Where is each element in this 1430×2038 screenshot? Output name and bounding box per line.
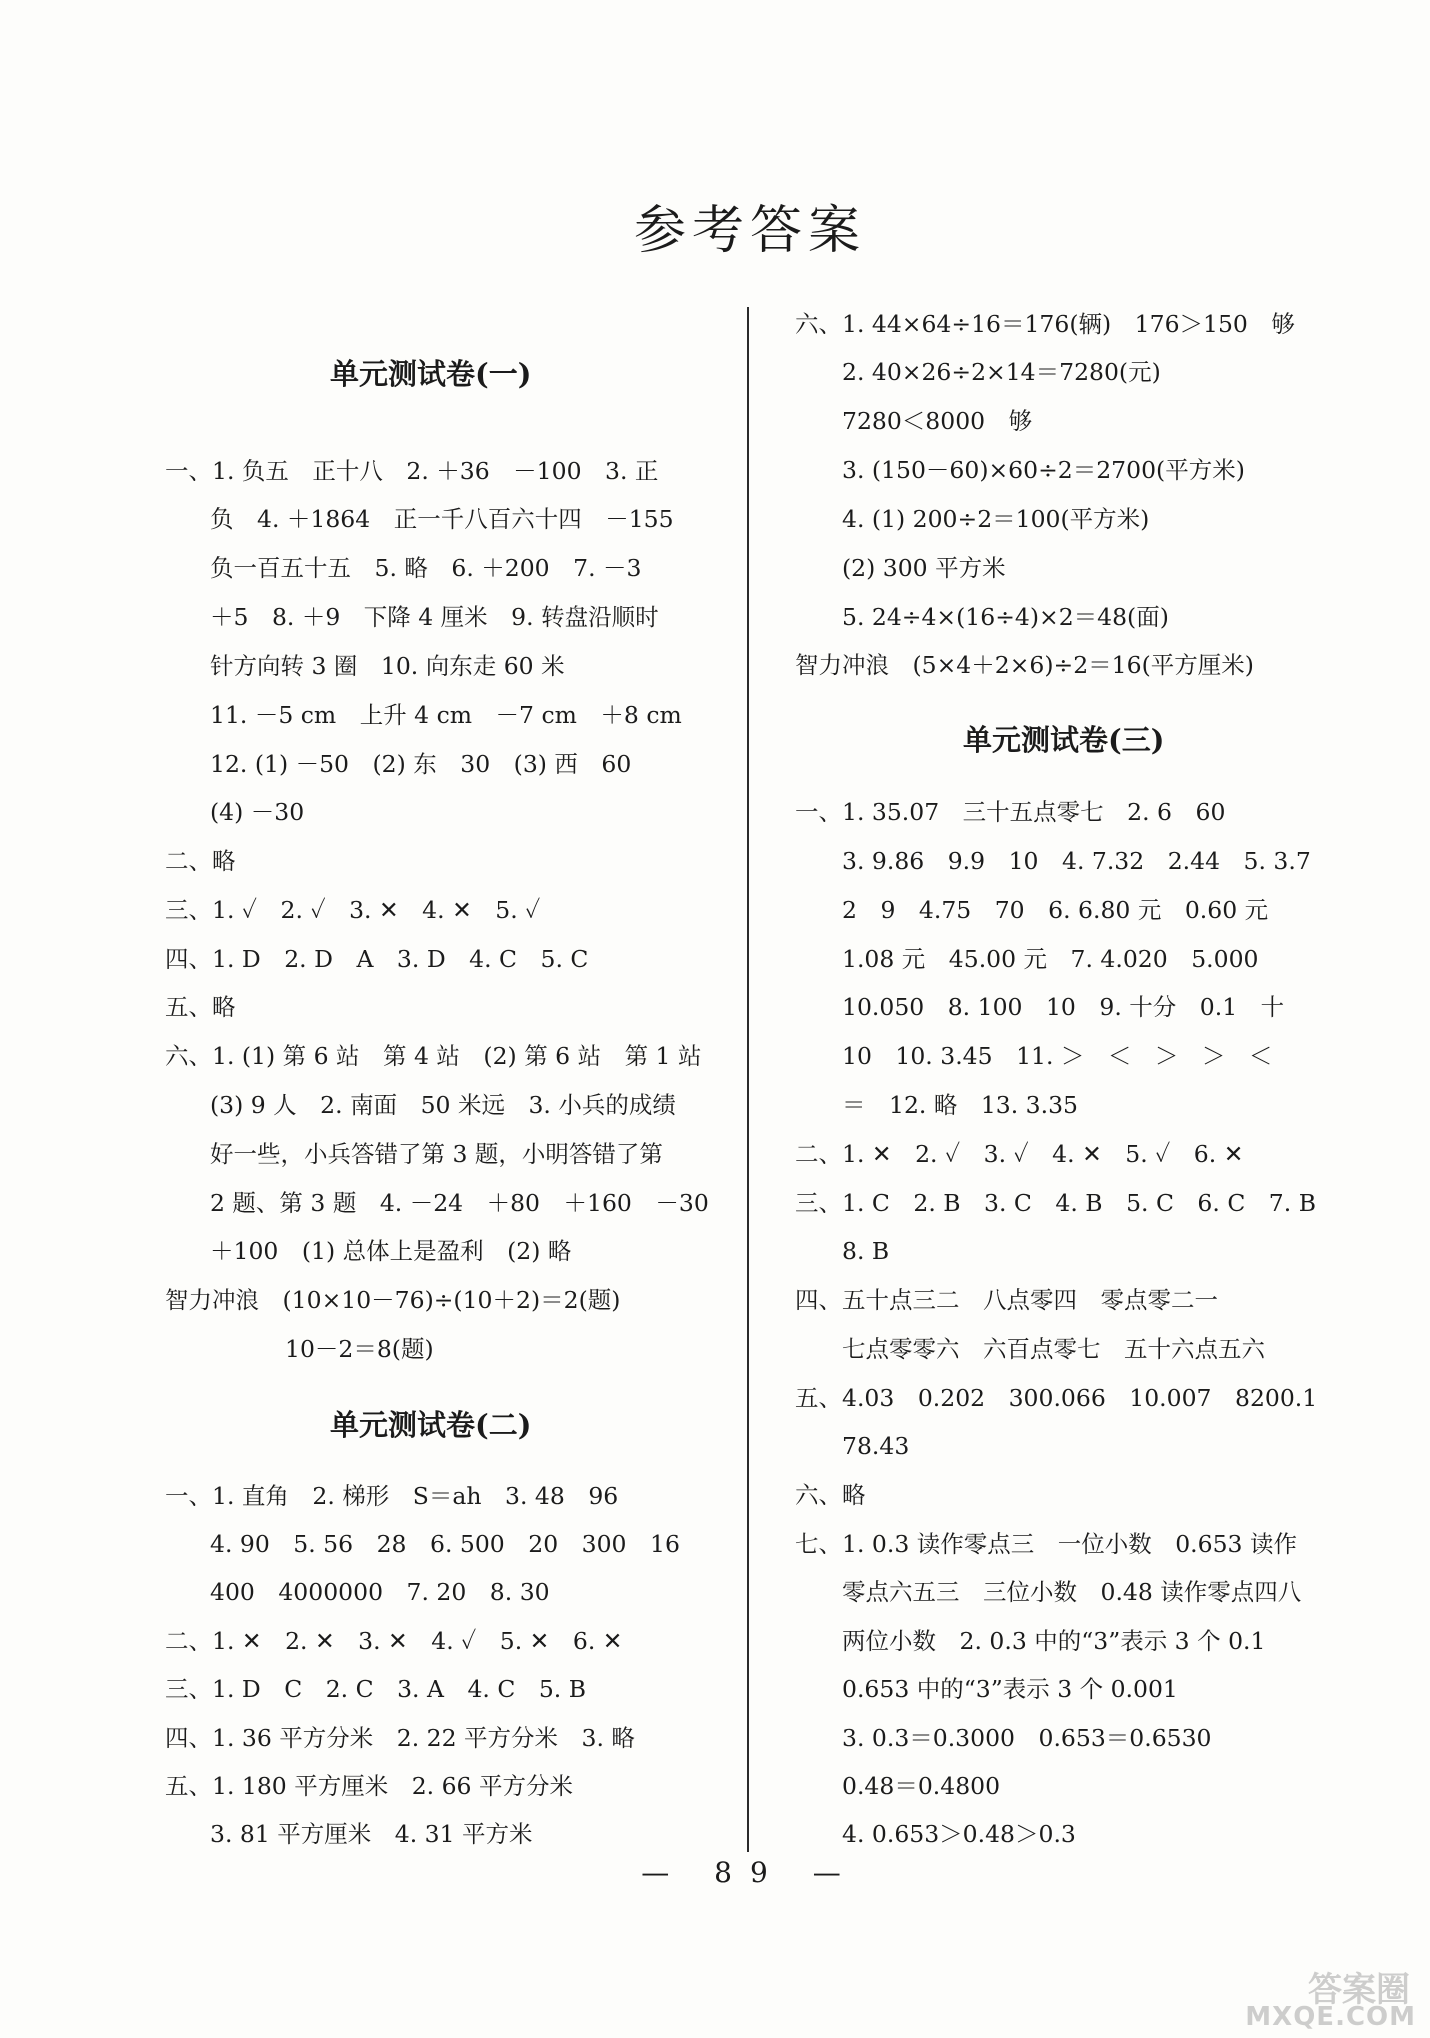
answer-line: 负 4. ＋1864 正一千八百六十四 －155	[210, 505, 674, 533]
answer-line: 二、1. ✕ 2. ✕ 3. ✕ 4. ✓ 5. ✕ 6. ✕	[165, 1627, 623, 1655]
answer-line: (4) －30	[210, 798, 305, 826]
watermark-url: MXQE.COM	[1245, 2002, 1416, 2032]
column-divider	[747, 307, 749, 1852]
answer-line: ＝ 12. 略 13. 3.35	[842, 1091, 1079, 1119]
answer-line: 四、1. 36 平方分米 2. 22 平方分米 3. 略	[165, 1724, 635, 1752]
answer-line: 2 9 4.75 70 6. 6.80 元 0.60 元	[842, 896, 1269, 924]
answer-line: 一、1. 35.07 三十五点零七 2. 6 60	[795, 798, 1226, 826]
answer-line: 0.48＝0.4800	[842, 1772, 1001, 1800]
answer-line: 二、1. ✕ 2. ✓ 3. ✓ 4. ✕ 5. ✓ 6. ✕	[795, 1140, 1244, 1168]
answer-line: 五、略	[165, 993, 236, 1021]
answer-line: 10.050 8. 100 10 9. 十分 0.1 十	[842, 993, 1285, 1021]
answer-line: 六、略	[795, 1481, 866, 1509]
answer-line: 两位小数 2. 0.3 中的“3”表示 3 个 0.1	[842, 1627, 1266, 1655]
answer-line: 负一百五十五 5. 略 6. ＋200 7. －3	[210, 554, 642, 582]
answer-line: 4. (1) 200÷2＝100(平方米)	[842, 505, 1150, 533]
answer-line: 三、1. C 2. B 3. C 4. B 5. C 6. C 7. B	[795, 1189, 1316, 1217]
answer-line: 3. 81 平方厘米 4. 31 平方米	[210, 1820, 533, 1848]
answer-line: 零点六五三 三位小数 0.48 读作零点四八	[842, 1578, 1302, 1606]
answer-line: 一、1. 直角 2. 梯形 S＝ah 3. 48 96	[165, 1482, 619, 1510]
answer-line: 四、五十点三二 八点零四 零点零二一	[795, 1286, 1218, 1314]
answer-line: (3) 9 人 2. 南面 50 米远 3. 小兵的成绩	[210, 1091, 676, 1119]
answer-line: 七、1. 0.3 读作零点三 一位小数 0.653 读作	[795, 1530, 1297, 1558]
answer-line: 78.43	[842, 1432, 910, 1460]
answer-line: 一、1. 负五 正十八 2. ＋36 －100 3. 正	[165, 457, 659, 485]
answer-line: 0.653 中的“3”表示 3 个 0.001	[842, 1675, 1178, 1703]
answer-line: 针方向转 3 圈 10. 向东走 60 米	[210, 652, 565, 680]
answer-line: 3. 0.3＝0.3000 0.653＝0.6530	[842, 1724, 1212, 1752]
section-heading-2: 单元测试卷(二)	[330, 1408, 532, 1442]
answer-line: 二、略	[165, 847, 236, 875]
answer-line: (2) 300 平方米	[842, 554, 1006, 582]
answer-line: 五、1. 180 平方厘米 2. 66 平方分米	[165, 1772, 573, 1800]
answer-line: 三、1. D C 2. C 3. A 4. C 5. B	[165, 1675, 586, 1703]
answer-line: ＋5 8. ＋9 下降 4 厘米 9. 转盘沿顺时	[210, 603, 659, 631]
watermark-logo-text: 答案圈	[1308, 1970, 1410, 2010]
page-number: — 89 —	[641, 1856, 859, 1889]
answer-line: 五、4.03 0.202 300.066 10.007 8200.1	[795, 1384, 1318, 1412]
page-title: 参考答案	[633, 201, 866, 261]
answer-line: 六、1. (1) 第 6 站 第 4 站 (2) 第 6 站 第 1 站	[165, 1042, 702, 1070]
answer-line: ＋100 (1) 总体上是盈利 (2) 略	[210, 1237, 572, 1265]
answer-line: 3. 9.86 9.9 10 4. 7.32 2.44 5. 3.7	[842, 847, 1311, 875]
answer-line: 11. －5 cm 上升 4 cm －7 cm ＋8 cm	[210, 701, 682, 729]
answer-line: 3. (150－60)×60÷2＝2700(平方米)	[842, 456, 1245, 484]
answer-line: 好一些，小兵答错了第 3 题，小明答错了第	[210, 1140, 663, 1168]
answer-line: 1.08 元 45.00 元 7. 4.020 5.000	[842, 945, 1259, 973]
answer-line: 2 题、第 3 题 4. －24 ＋80 ＋160 －30	[210, 1189, 709, 1217]
section-heading-1: 单元测试卷(一)	[330, 357, 532, 391]
answer-line: 智力冲浪 (5×4＋2×6)÷2＝16(平方厘米)	[795, 651, 1254, 679]
watermark-logo	[1246, 1962, 1416, 2032]
answer-line: 4. 0.653＞0.48＞0.3	[842, 1820, 1076, 1848]
answer-line: 7280＜8000 够	[842, 407, 1033, 435]
answer-line: 智力冲浪 (10×10－76)÷(10＋2)＝2(题)	[165, 1286, 621, 1314]
answer-line: 三、1. ✓ 2. ✓ 3. ✕ 4. ✕ 5. ✓	[165, 896, 541, 924]
answer-line: 六、1. 44×64÷16＝176(辆) 176＞150 够	[795, 310, 1295, 338]
section-heading-3: 单元测试卷(三)	[963, 723, 1165, 757]
answer-line: 2. 40×26÷2×14＝7280(元)	[842, 358, 1161, 386]
answer-line: 12. (1) －50 (2) 东 30 (3) 西 60	[210, 750, 632, 778]
answer-line: 8. B	[842, 1237, 890, 1265]
answer-line: 10 10. 3.45 11. ＞ ＜ ＞ ＞ ＜	[842, 1042, 1273, 1070]
answer-line: 七点零零六 六百点零七 五十六点五六	[842, 1335, 1265, 1363]
answer-line: 4. 90 5. 56 28 6. 500 20 300 16	[210, 1530, 680, 1558]
answer-line: 5. 24÷4×(16÷4)×2＝48(面)	[842, 603, 1169, 631]
answer-line: 10－2＝8(题)	[285, 1335, 434, 1363]
answer-line: 400 4000000 7. 20 8. 30	[210, 1578, 550, 1606]
answer-line: 四、1. D 2. D A 3. D 4. C 5. C	[165, 945, 589, 973]
